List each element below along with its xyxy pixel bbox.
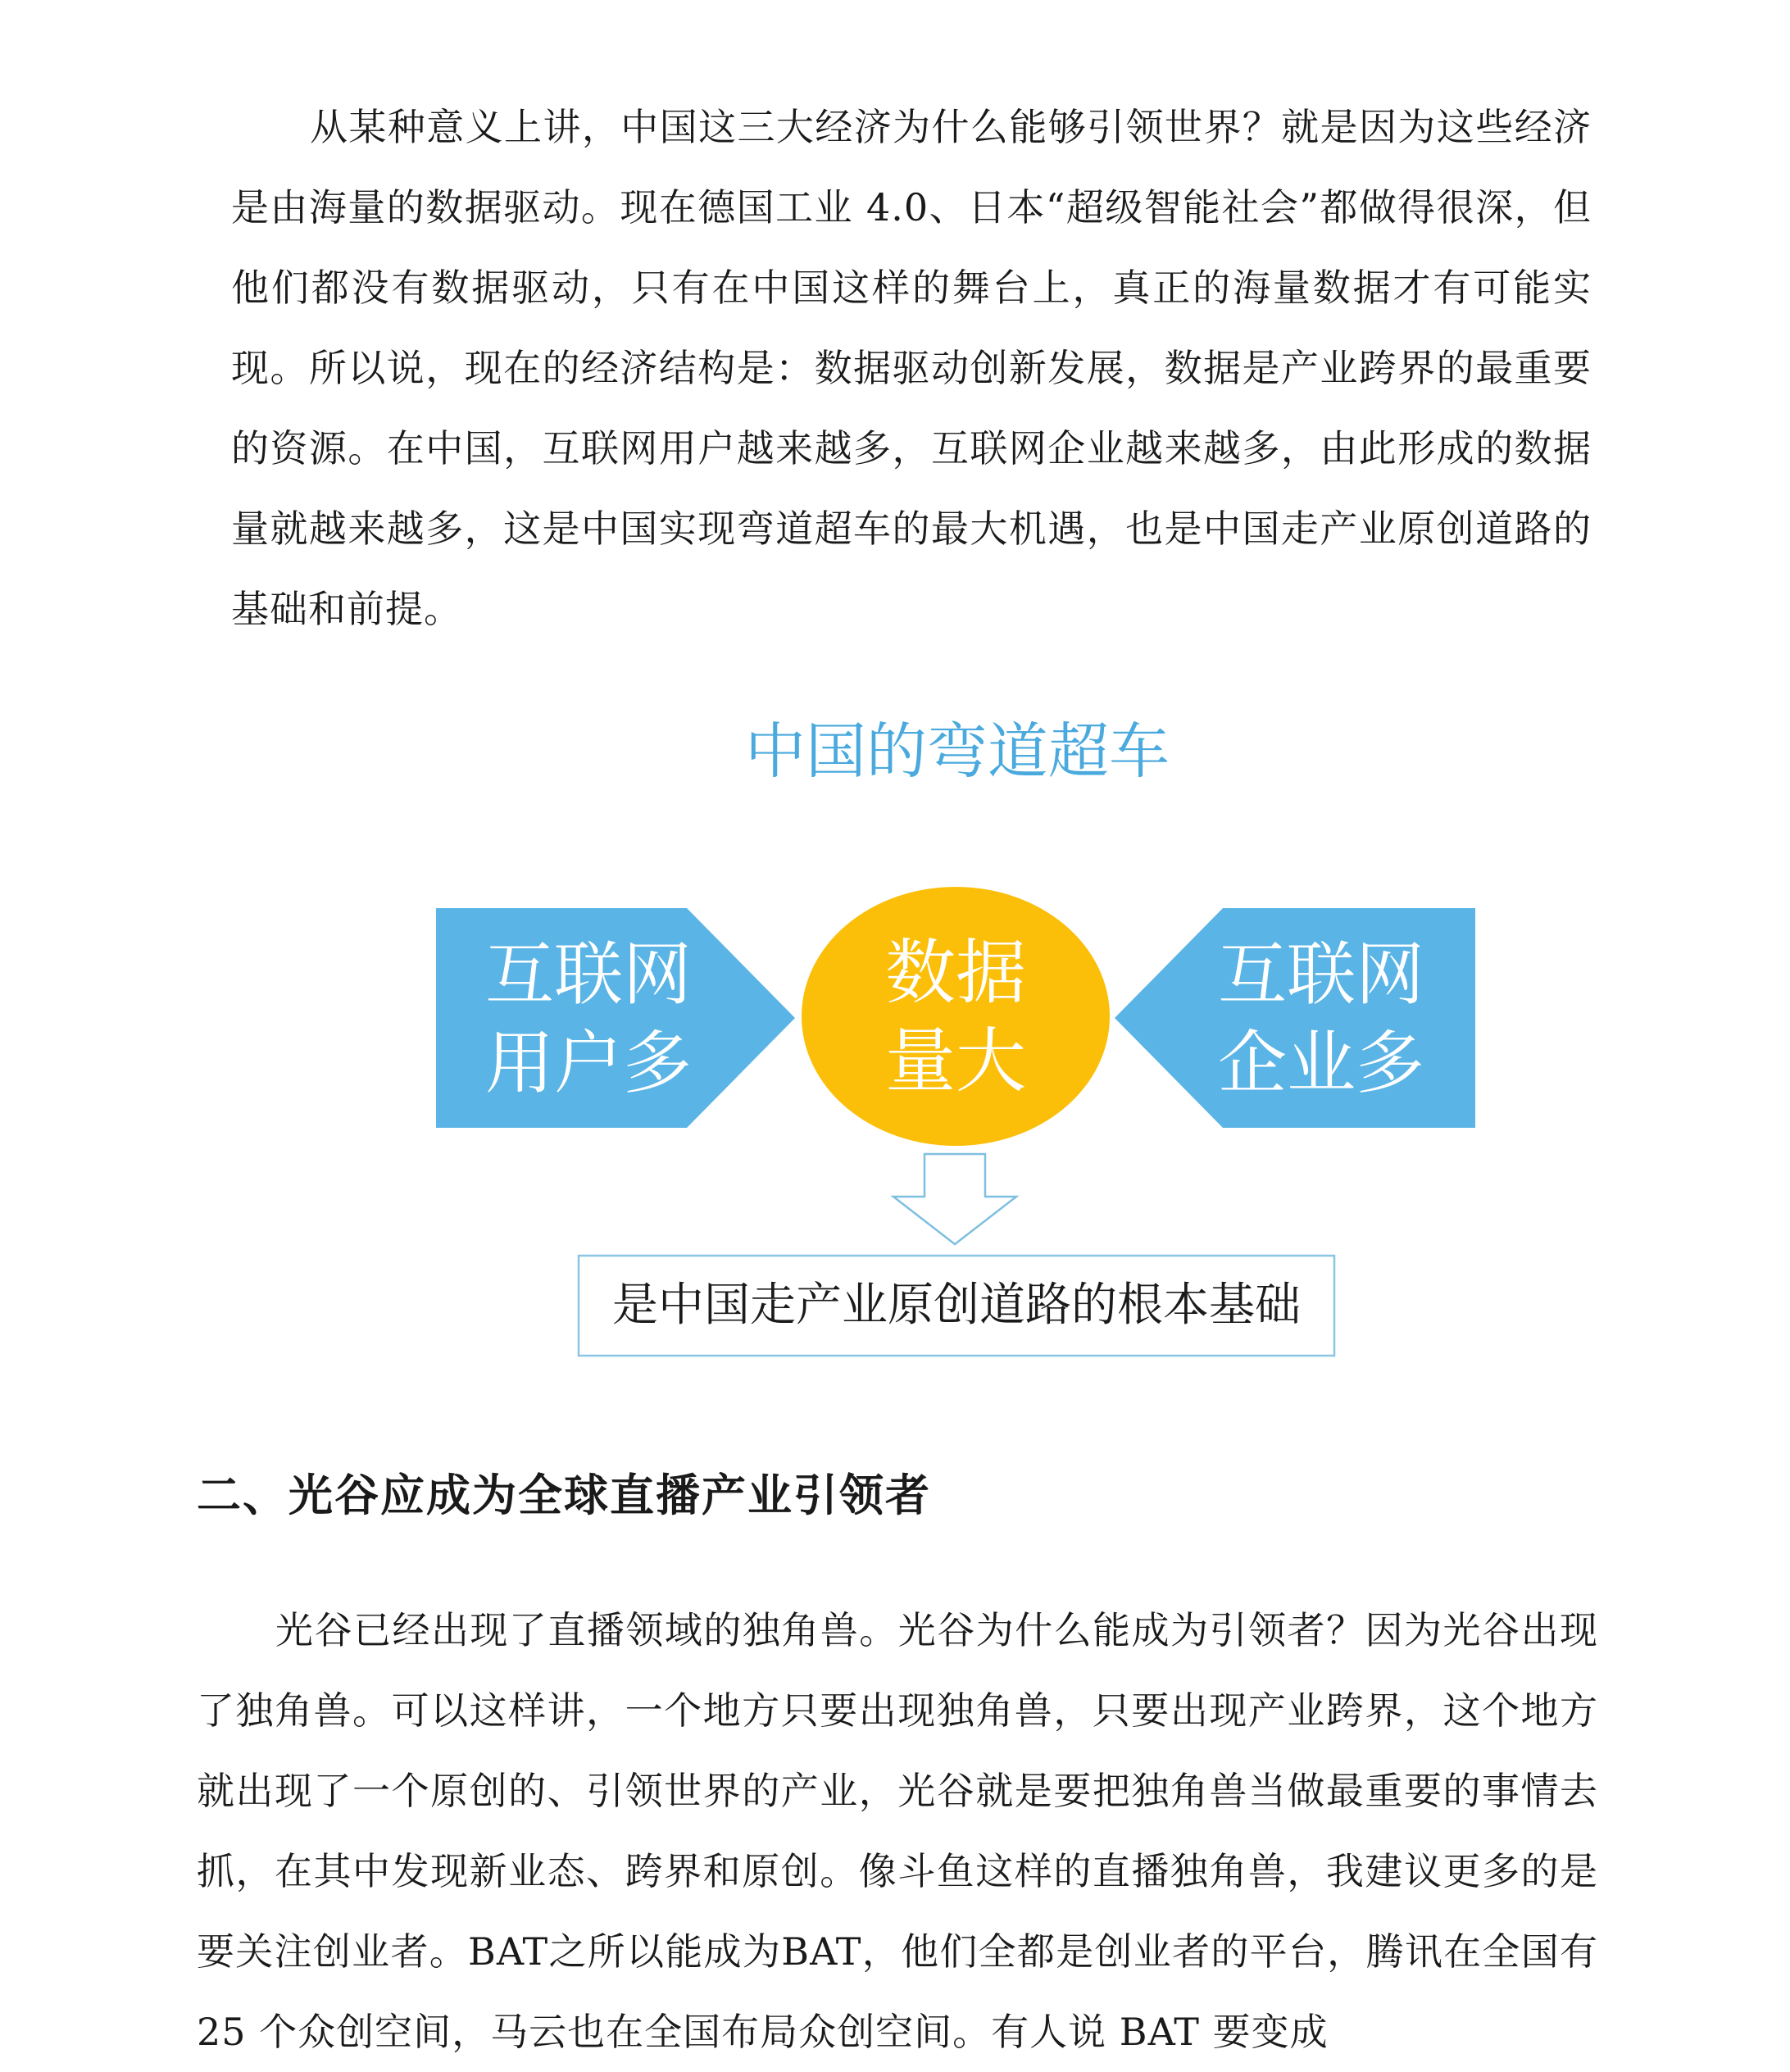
result-text: 是中国走产业原创道路的根本基础	[612, 1279, 1301, 1332]
left-arrow-line1: 互联网	[484, 934, 693, 1015]
paragraph-data-driven-economy: 从某种意义上讲，中国这三大经济为什么能够引领世界？就是因为这些经济是由海量的数据驱动。现在德国工业 4.0、日本“超级智能社会”都做得很深，但他们都没有数据驱动，只有在中国这样的舞台上，真正的海量数据才有可能实现。所以说，现在的经济结构是：数据驱动创新发展，数据是产业跨界的最重要的资源。在中国，互联网用户越来越多，互联网企业越来越多，由此形成的数据量就越来越多，这是中国实现弯道超车的最大机遇，也是中国走产业原创道路的基础和前提。	[231, 105, 1592, 631]
paragraph-optics-valley: 光谷已经出现了直播领域的独角兽。光谷为什么能成为引领者？因为光谷出现了独角兽。可以这样讲，一个地方只要出现独角兽，只要出现产业跨界，这个地方就出现了一个原创的、引领世界的产业，光谷就是要把独角兽当做最重要的事情去抓，在其中发现新业态、跨界和原创。像斗鱼这样的直播独角兽，我建议更多的是要关注创业者。BAT之所以能成为BAT，他们全都是创业者的平台，腾讯在全国有 25 个众创空间，马云也在全国布局众创空间。有人说 BAT 要变成	[197, 1608, 1598, 2054]
left-arrow-line2: 用户多	[484, 1023, 693, 1103]
center-line2: 量大	[885, 1020, 1026, 1102]
right-arrow-line1: 互联网	[1217, 934, 1425, 1015]
diagram-china-overtaking	[0, 705, 1790, 1377]
center-circle	[802, 887, 1110, 1146]
diagram-title: 中国的弯道超车	[745, 716, 1170, 787]
right-arrow-line2: 企业多	[1217, 1023, 1425, 1103]
section-heading: 二、光谷应成为全球直播产业引领者	[197, 1470, 931, 1521]
down-arrow-icon	[893, 1154, 1016, 1244]
center-line1: 数据	[885, 932, 1026, 1014]
